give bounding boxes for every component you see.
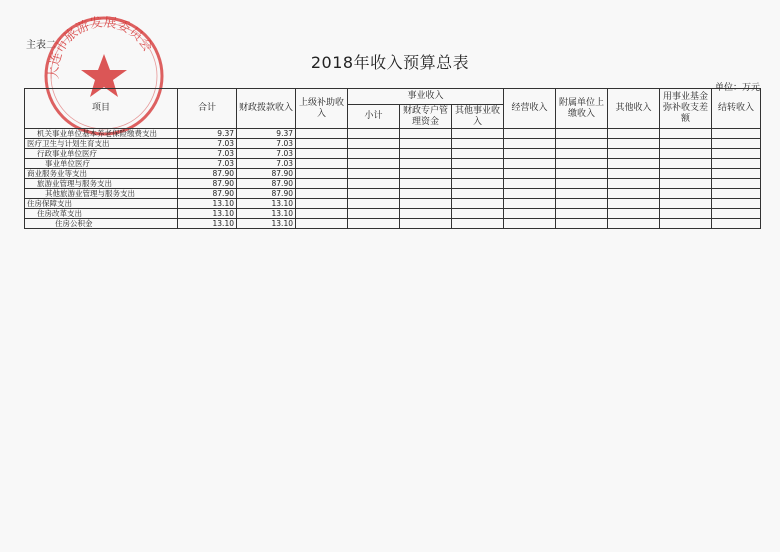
row-fiscal-cell: 9.37 xyxy=(237,129,296,139)
empty-cell xyxy=(348,199,400,209)
empty-cell xyxy=(660,209,712,219)
header-subtotal: 小计 xyxy=(348,105,400,129)
empty-cell xyxy=(504,139,556,149)
empty-cell xyxy=(504,129,556,139)
header-total: 合计 xyxy=(178,89,237,129)
header-fund-gap: 用事业基金弥补收支差额 xyxy=(660,89,712,129)
empty-cell xyxy=(608,139,660,149)
unit-label: 单位：万元 xyxy=(714,83,760,93)
empty-cell xyxy=(556,209,608,219)
empty-cell xyxy=(452,159,504,169)
empty-cell xyxy=(452,149,504,159)
table-row xyxy=(25,219,761,229)
empty-cell xyxy=(348,139,400,149)
empty-cell xyxy=(712,189,761,199)
empty-cell xyxy=(504,199,556,209)
empty-cell xyxy=(400,129,452,139)
header-affiliated: 附属单位上缴收入 xyxy=(556,89,608,129)
row-fiscal-cell: 7.03 xyxy=(237,139,296,149)
empty-cell xyxy=(608,179,660,189)
row-fiscal-cell: 13.10 xyxy=(237,219,296,229)
row-total-cell: 13.10 xyxy=(178,199,237,209)
row-item-cell: 旅游业管理与服务支出 xyxy=(25,179,178,189)
empty-cell xyxy=(608,189,660,199)
empty-cell xyxy=(400,179,452,189)
empty-cell xyxy=(556,199,608,209)
row-total-cell: 87.90 xyxy=(178,169,237,179)
empty-cell xyxy=(712,219,761,229)
empty-cell xyxy=(296,149,348,159)
empty-cell xyxy=(660,189,712,199)
empty-cell xyxy=(556,169,608,179)
row-item-cell: 机关事业单位基本养老保险缴费支出 xyxy=(25,129,178,139)
empty-cell xyxy=(296,139,348,149)
empty-cell xyxy=(608,169,660,179)
row-fiscal-cell: 87.90 xyxy=(237,189,296,199)
empty-cell xyxy=(400,199,452,209)
header-other-income: 其他收入 xyxy=(608,89,660,129)
empty-cell xyxy=(400,149,452,159)
empty-cell xyxy=(348,149,400,159)
empty-cell xyxy=(400,219,452,229)
table-row xyxy=(25,129,761,139)
empty-cell xyxy=(452,209,504,219)
header-superior: 上级补助收入 xyxy=(296,89,348,129)
empty-cell xyxy=(504,169,556,179)
page-title: 2018年收入预算总表 xyxy=(310,53,470,72)
empty-cell xyxy=(608,209,660,219)
row-fiscal-cell: 13.10 xyxy=(237,209,296,219)
empty-cell xyxy=(712,209,761,219)
empty-cell xyxy=(348,219,400,229)
empty-cell xyxy=(660,139,712,149)
table-row xyxy=(25,199,761,209)
empty-cell xyxy=(660,219,712,229)
empty-cell xyxy=(556,159,608,169)
row-fiscal-cell: 7.03 xyxy=(237,149,296,159)
row-item-cell: 住房保障支出 xyxy=(25,199,178,209)
row-item-cell: 商业服务业等支出 xyxy=(25,169,178,179)
row-total-cell: 87.90 xyxy=(178,189,237,199)
empty-cell xyxy=(296,199,348,209)
empty-cell xyxy=(556,219,608,229)
table-row xyxy=(25,139,761,149)
row-fiscal-cell: 7.03 xyxy=(237,159,296,169)
empty-cell xyxy=(608,159,660,169)
empty-cell xyxy=(712,159,761,169)
empty-cell xyxy=(400,169,452,179)
empty-cell xyxy=(608,219,660,229)
table-row xyxy=(25,159,761,169)
empty-cell xyxy=(452,169,504,179)
table-number-label: 主表二 xyxy=(26,40,56,51)
empty-cell xyxy=(504,149,556,159)
row-fiscal-cell: 13.10 xyxy=(237,199,296,209)
svg-text:大连市旅游发展委员会: 大连市旅游发展委员会 xyxy=(46,15,155,80)
empty-cell xyxy=(608,149,660,159)
header-item: 项目 xyxy=(25,89,178,129)
empty-cell xyxy=(504,209,556,219)
empty-cell xyxy=(556,149,608,159)
empty-cell xyxy=(452,139,504,149)
empty-cell xyxy=(400,159,452,169)
row-total-cell: 87.90 xyxy=(178,179,237,189)
row-total-cell: 7.03 xyxy=(178,159,237,169)
empty-cell xyxy=(400,209,452,219)
row-fiscal-cell: 87.90 xyxy=(237,179,296,189)
empty-cell xyxy=(504,189,556,199)
empty-cell xyxy=(348,189,400,199)
empty-cell xyxy=(296,189,348,199)
empty-cell xyxy=(556,139,608,149)
empty-cell xyxy=(504,219,556,229)
empty-cell xyxy=(660,169,712,179)
empty-cell xyxy=(504,159,556,169)
empty-cell xyxy=(556,189,608,199)
table-row xyxy=(25,169,761,179)
row-total-cell: 13.10 xyxy=(178,219,237,229)
empty-cell xyxy=(452,219,504,229)
table-row xyxy=(25,209,761,219)
empty-cell xyxy=(712,199,761,209)
header-carryover: 结转收入 xyxy=(712,89,761,129)
table-row xyxy=(25,179,761,189)
empty-cell xyxy=(556,129,608,139)
row-total-cell: 13.10 xyxy=(178,209,237,219)
empty-cell xyxy=(660,129,712,139)
row-item-cell: 行政事业单位医疗 xyxy=(25,149,178,159)
empty-cell xyxy=(296,159,348,169)
empty-cell xyxy=(504,179,556,189)
row-item-cell: 住房公积金 xyxy=(25,219,178,229)
empty-cell xyxy=(348,209,400,219)
empty-cell xyxy=(400,189,452,199)
empty-cell xyxy=(452,199,504,209)
row-item-cell: 住房改革支出 xyxy=(25,209,178,219)
empty-cell xyxy=(296,209,348,219)
empty-cell xyxy=(712,169,761,179)
empty-cell xyxy=(660,199,712,209)
header-other-business: 其他事业收入 xyxy=(452,105,504,129)
empty-cell xyxy=(712,139,761,149)
empty-cell xyxy=(296,179,348,189)
row-total-cell: 7.03 xyxy=(178,139,237,149)
empty-cell xyxy=(660,179,712,189)
empty-cell xyxy=(452,179,504,189)
header-operating: 经营收入 xyxy=(504,89,556,129)
empty-cell xyxy=(712,129,761,139)
empty-cell xyxy=(348,159,400,169)
empty-cell xyxy=(296,219,348,229)
empty-cell xyxy=(712,179,761,189)
empty-cell xyxy=(400,139,452,149)
header-business-group: 事业收入 xyxy=(348,89,504,105)
empty-cell xyxy=(660,159,712,169)
row-fiscal-cell: 87.90 xyxy=(237,169,296,179)
empty-cell xyxy=(296,169,348,179)
empty-cell xyxy=(660,149,712,159)
row-total-cell: 7.03 xyxy=(178,149,237,159)
empty-cell xyxy=(452,129,504,139)
empty-cell xyxy=(296,129,348,139)
row-total-cell: 9.37 xyxy=(178,129,237,139)
empty-cell xyxy=(712,149,761,159)
row-item-cell: 事业单位医疗 xyxy=(25,159,178,169)
header-special-fund: 财政专户管理资金 xyxy=(400,105,452,129)
row-item-cell: 其他旅游业管理与服务支出 xyxy=(25,189,178,199)
budget-table xyxy=(24,88,761,229)
empty-cell xyxy=(608,199,660,209)
empty-cell xyxy=(348,129,400,139)
row-item-cell: 医疗卫生与计划生育支出 xyxy=(25,139,178,149)
empty-cell xyxy=(348,169,400,179)
table-row xyxy=(25,189,761,199)
empty-cell xyxy=(556,179,608,189)
table-row xyxy=(25,149,761,159)
empty-cell xyxy=(452,189,504,199)
empty-cell xyxy=(608,129,660,139)
empty-cell xyxy=(348,179,400,189)
header-fiscal: 财政拨款收入 xyxy=(237,89,296,129)
